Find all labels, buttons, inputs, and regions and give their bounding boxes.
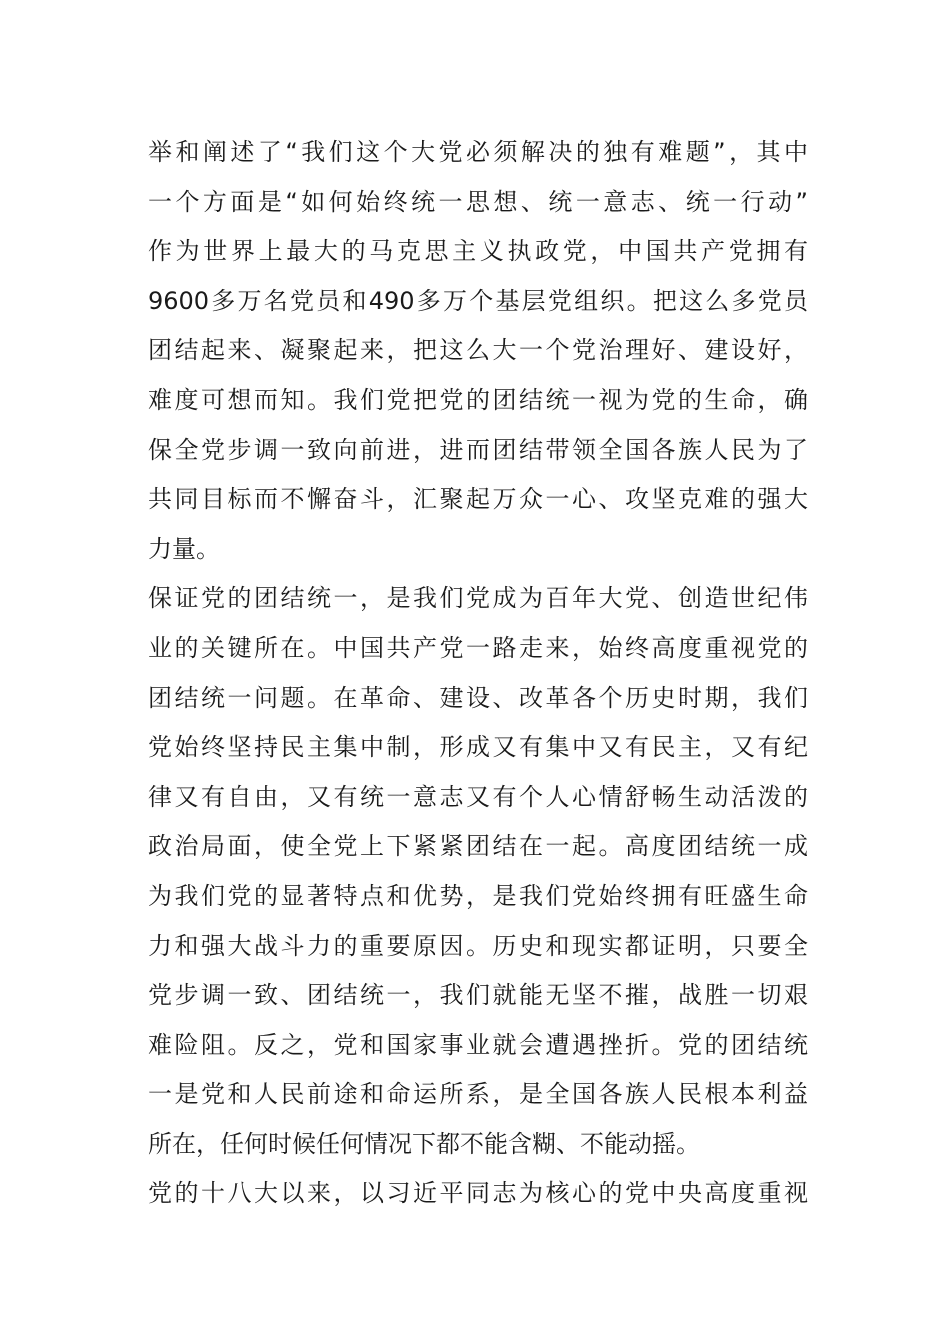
- text-line: 党步调一致、团结统一，我们就能无坚不摧，战胜一切艰: [148, 981, 808, 1010]
- text-line: 为我们党的显著特点和优势，是我们党始终拥有旺盛生命: [148, 881, 808, 910]
- text-line: 律又有自由，又有统一意志又有个人心情舒畅生动活泼的: [148, 782, 808, 811]
- text-line: 作为世界上最大的马克思主义执政党，中国共产党拥有: [148, 237, 808, 266]
- text-line: 举和阐述了“我们这个大党必须解决的独有难题”，其中: [148, 138, 808, 166]
- text-line: 力量。: [148, 534, 220, 563]
- text-line: 难度可想而知。我们党把党的团结统一视为党的生命，确: [148, 385, 808, 414]
- text-line: 力和强大战斗力的重要原因。历史和现实都证明，只要全: [148, 931, 808, 960]
- text-line: 一个方面是“如何始终统一思想、统一意志、统一行动”: [148, 187, 808, 216]
- text-line: 党始终坚持民主集中制，形成又有集中又有民主，又有纪: [148, 733, 808, 762]
- text-line: 9600多万名党员和490多万个基层党组织。把这么多党员: [148, 286, 808, 315]
- text-line: 政治局面，使全党上下紧紧团结在一起。高度团结统一成: [148, 832, 808, 861]
- text-line: 团结起来、凝聚起来，把这么大一个党治理好、建设好，: [148, 336, 808, 365]
- text-line: 一是党和人民前途和命运所系，是全国各族人民根本利益: [148, 1080, 808, 1109]
- text-line: 共同目标而不懈奋斗，汇聚起万众一心、攻坚克难的强大: [148, 485, 808, 514]
- text-line: 保证党的团结统一，是我们党成为百年大党、创造世纪伟: [148, 584, 808, 613]
- text-line: 业的关键所在。中国共产党一路走来，始终高度重视党的: [148, 633, 808, 662]
- text-line: 党的十八大以来，以习近平同志为核心的党中央高度重视: [148, 1179, 808, 1208]
- text-line: 团结统一问题。在革命、建设、改革各个历史时期，我们: [148, 683, 808, 712]
- text-line: 所在，任何时候任何情况下都不能含糊、不能动摇。: [148, 1129, 700, 1158]
- text-line: 难险阻。反之，党和国家事业就会遭遇挫折。党的团结统: [148, 1030, 808, 1059]
- text-line: 保全党步调一致向前进，进而团结带领全国各族人民为了: [148, 435, 808, 464]
- body-text: [148, 128, 808, 1219]
